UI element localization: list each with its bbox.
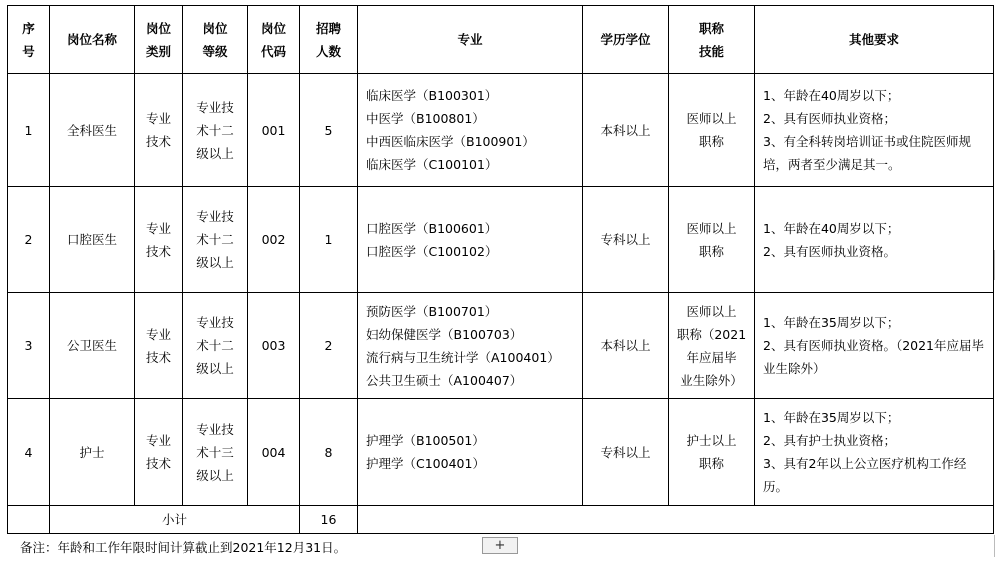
cell-category[interactable]: 专业 技术 (135, 399, 183, 506)
cell-title[interactable]: 医师以上 职称 (669, 74, 755, 187)
cell-code[interactable]: 001 (248, 74, 300, 187)
header-other: 其他要求 (755, 6, 994, 74)
subtotal-row (8, 506, 994, 534)
scrollbar-marker-bottom[interactable] (994, 535, 1001, 557)
table-row (8, 293, 994, 399)
cell-other[interactable]: 1、年龄在40周岁以下； 2、具有医师执业资格。 (755, 187, 994, 293)
header-level: 岗位 等级 (183, 6, 248, 74)
table-row (8, 399, 994, 506)
cell-seq[interactable]: 4 (8, 399, 50, 506)
cell-title[interactable]: 护士以上 职称 (669, 399, 755, 506)
add-row-button[interactable]: + (482, 537, 518, 554)
header-row (8, 6, 994, 74)
cell-position-name[interactable]: 公卫医生 (50, 293, 135, 399)
cell-level[interactable]: 专业技 术十二 级以上 (183, 293, 248, 399)
header-count: 招聘 人数 (300, 6, 358, 74)
cell-category[interactable]: 专业 技术 (135, 187, 183, 293)
cell-education[interactable]: 本科以上 (583, 74, 669, 187)
cell-subtotal-rest[interactable] (358, 506, 994, 534)
header-category: 岗位 类别 (135, 6, 183, 74)
cell-major[interactable]: 护理学（B100501） 护理学（C100401） (358, 399, 583, 506)
cell-subtotal-blank[interactable] (8, 506, 50, 534)
cell-education[interactable]: 专科以上 (583, 399, 669, 506)
cell-major[interactable]: 预防医学（B100701） 妇幼保健医学（B100703） 流行病与卫生统计学（A100401） 公共卫生硕士（A100407） (358, 293, 583, 399)
cell-other[interactable]: 1、年龄在35周岁以下； 2、具有医师执业资格。（2021年应届毕业生除外） (755, 293, 994, 399)
cell-code[interactable]: 004 (248, 399, 300, 506)
cell-title[interactable]: 医师以上 职称（2021 年应届毕 业生除外） (669, 293, 755, 399)
cell-education[interactable]: 本科以上 (583, 293, 669, 399)
cell-category[interactable]: 专业 技术 (135, 74, 183, 187)
recruitment-table (7, 5, 994, 534)
cell-seq[interactable]: 1 (8, 74, 50, 187)
cell-position-name[interactable]: 护士 (50, 399, 135, 506)
footnote: 备注：年龄和工作年限时间计算截止到2021年12月31日。 (20, 540, 347, 555)
cell-count[interactable]: 5 (300, 74, 358, 187)
cell-level[interactable]: 专业技 术十三 级以上 (183, 399, 248, 506)
cell-seq[interactable]: 2 (8, 187, 50, 293)
cell-other[interactable]: 1、年龄在35周岁以下； 2、具有护士执业资格； 3、具有2年以上公立医疗机构工作经历。 (755, 399, 994, 506)
cell-seq[interactable]: 3 (8, 293, 50, 399)
cell-level[interactable]: 专业技 术十二 级以上 (183, 187, 248, 293)
cell-level[interactable]: 专业技 术十二 级以上 (183, 74, 248, 187)
cell-count[interactable]: 8 (300, 399, 358, 506)
header-major: 专业 (358, 6, 583, 74)
cell-code[interactable]: 002 (248, 187, 300, 293)
header-position-name: 岗位名称 (50, 6, 135, 74)
cell-count[interactable]: 2 (300, 293, 358, 399)
cell-education[interactable]: 专科以上 (583, 187, 669, 293)
cell-major[interactable]: 临床医学（B100301） 中医学（B100801） 中西医临床医学（B100901） 临床医学（C100101） (358, 74, 583, 187)
table-row (8, 74, 994, 187)
cell-major[interactable]: 口腔医学（B100601） 口腔医学（C100102） (358, 187, 583, 293)
header-title: 职称 技能 (669, 6, 755, 74)
cell-other[interactable]: 1、年龄在40周岁以下； 2、具有医师执业资格； 3、有全科转岗培训证书或住院医师规培，两者至少满足其一。 (755, 74, 994, 187)
cell-title[interactable]: 医师以上 职称 (669, 187, 755, 293)
cell-code[interactable]: 003 (248, 293, 300, 399)
header-seq: 序 号 (8, 6, 50, 74)
header-education: 学历学位 (583, 6, 669, 74)
scrollbar-marker[interactable] (994, 250, 1001, 280)
cell-category[interactable]: 专业 技术 (135, 293, 183, 399)
subtotal-label[interactable]: 小计 (50, 506, 300, 534)
cell-position-name[interactable]: 全科医生 (50, 74, 135, 187)
cell-position-name[interactable]: 口腔医生 (50, 187, 135, 293)
subtotal-count[interactable]: 16 (300, 506, 358, 534)
recruitment-table-sheet (7, 5, 993, 534)
cell-count[interactable]: 1 (300, 187, 358, 293)
header-code: 岗位 代码 (248, 6, 300, 74)
table-row (8, 187, 994, 293)
